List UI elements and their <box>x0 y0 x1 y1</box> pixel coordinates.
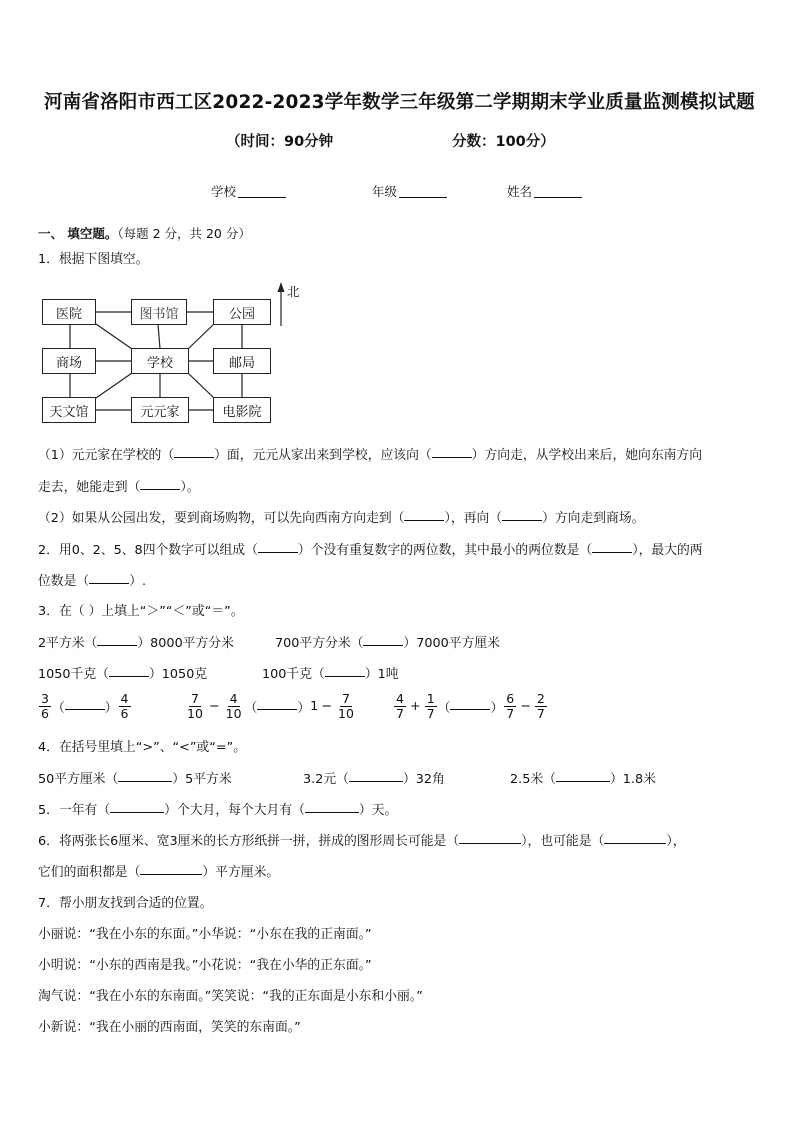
answer-blank[interactable] <box>305 802 359 813</box>
q7-statement-2: 小明说：“小东的西南是我。”小花说：“我在小华的正东面。” <box>38 958 372 973</box>
q7-statement-1: 小丽说：“我在小东的东面。”小华说：“小东在我的正南面。” <box>38 927 372 942</box>
answer-blank[interactable] <box>450 699 490 710</box>
answer-blank[interactable] <box>325 666 365 677</box>
q4-item-2: 3.2元（ ）32角 <box>303 772 445 787</box>
answer-blank[interactable] <box>110 802 164 813</box>
q3-fraction-compare-1: $\frac{3}{6}$ （ ） $\frac{4}{6}$ <box>41 691 129 721</box>
answer-blank[interactable] <box>556 771 610 782</box>
exam-time: （时间：90分钟 <box>226 134 334 150</box>
q4-stem: 4．在括号里填上“>”、“<”或“=”。 <box>38 740 247 755</box>
answer-blank[interactable] <box>604 833 666 844</box>
map-yuanyuan-home: 元元家 <box>131 397 189 423</box>
exam-score: 分数：100分） <box>452 134 555 150</box>
q3-row1-left: 2平方米（ ）8000平方分米 <box>38 636 234 651</box>
q7-stem: 7．帮小朋友找到合适的位置。 <box>38 896 213 911</box>
school-label: 学校 <box>211 184 237 199</box>
north-label: 北 <box>287 284 300 299</box>
map-mall: 商场 <box>42 348 96 374</box>
answer-blank[interactable] <box>257 699 297 710</box>
map-planetarium: 天文馆 <box>42 397 96 423</box>
q4-item-1: 50平方厘米（ ）5平方米 <box>38 772 232 787</box>
q1-stem: 1．根据下图填空。 <box>38 252 149 267</box>
q2-line2: 位数是（ ）. <box>38 574 147 589</box>
q7-statement-3: 淘气说：“我在小东的东南面。”笑笑说：“我的正东面是小东和小丽。” <box>38 989 423 1004</box>
q1-part1-line2: 走去，她能走到（ ）。 <box>38 480 200 495</box>
map-post-office: 邮局 <box>213 348 271 374</box>
map-library: 图书馆 <box>131 299 187 325</box>
grade-label: 年级 <box>372 184 398 199</box>
q3-row1-right: 700平方分米（ ）7000平方厘米 <box>275 636 500 651</box>
answer-blank[interactable] <box>432 447 472 458</box>
q3-fraction-compare-2: $\frac{7}{10}$ − $\frac{4}{10}$ （ ） 1 − $\frac{7}{10}$ <box>187 691 354 721</box>
answer-blank[interactable] <box>174 447 214 458</box>
answer-blank[interactable] <box>404 510 444 521</box>
answer-blank[interactable] <box>502 510 542 521</box>
answer-blank[interactable] <box>349 771 403 782</box>
section-note: （每题 2 分，共 20 分） <box>117 226 251 241</box>
q3-stem: 3．在（ ）上填上“＞”“＜”或“＝”。 <box>38 604 244 619</box>
answer-blank[interactable] <box>258 542 298 553</box>
q2-line1: 2．用0、2、5、8四个数字可以组成（ ）个没有重复数字的两位数，其中最小的两位数是（ ），最大的两 <box>38 543 703 558</box>
q4-item-3: 2.5米（ ）1.8米 <box>510 772 656 787</box>
q1-part2: （2）如果从公园出发，要到商场购物，可以先向西南方向走到（ ），再向（ ）方向走到商场。 <box>38 511 645 526</box>
page-title: 河南省洛阳市西工区2022-2023学年数学三年级第二学期期末学业质量监测模拟试题 <box>44 92 755 113</box>
answer-blank[interactable] <box>140 864 202 875</box>
answer-blank[interactable] <box>592 542 632 553</box>
answer-blank[interactable] <box>363 635 403 646</box>
q7-statement-4: 小新说：“我在小丽的西南面，笑笑的东南面。” <box>38 1020 301 1035</box>
answer-blank[interactable] <box>109 666 149 677</box>
q6-line2: 它们的面积都是（ ）平方厘米。 <box>38 865 280 880</box>
section-label: 一、 填空题。 <box>38 226 118 241</box>
map-cinema: 电影院 <box>213 397 271 423</box>
map-school: 学校 <box>131 348 189 374</box>
north-arrow-icon <box>278 282 285 326</box>
q3-row2-left: 1050千克（ ）1050克 <box>38 667 208 682</box>
answer-blank[interactable] <box>97 635 137 646</box>
name-label: 姓名 <box>507 184 533 199</box>
answer-blank[interactable] <box>118 771 172 782</box>
q3-fraction-compare-3: $\frac{4}{7}$ + $\frac{1}{7}$ （ ） $\frac{6}{7}$ − $\frac{2}{7}$ <box>396 691 545 721</box>
answer-blank[interactable] <box>65 699 105 710</box>
answer-blank[interactable] <box>459 833 521 844</box>
map-park: 公园 <box>213 299 271 325</box>
q5: 5．一年有（ ）个大月，每个大月有（ ）天。 <box>38 803 398 818</box>
map-hospital: 医院 <box>42 299 96 325</box>
map-lines <box>0 0 794 440</box>
answer-blank[interactable] <box>89 573 129 584</box>
answer-blank[interactable] <box>140 479 180 490</box>
q6-line1: 6．将两张长6厘米、宽3厘米的长方形纸拼一拼，拼成的图形周长可能是（ ），也可能是（ ）， <box>38 834 686 849</box>
q1-part1-line1: （1）元元家在学校的（ ）面，元元从家出来到学校，应该向（ ）方向走，从学校出来后，她向东南方向 <box>38 448 703 463</box>
q3-row2-right: 100千克（ ）1吨 <box>262 667 399 682</box>
